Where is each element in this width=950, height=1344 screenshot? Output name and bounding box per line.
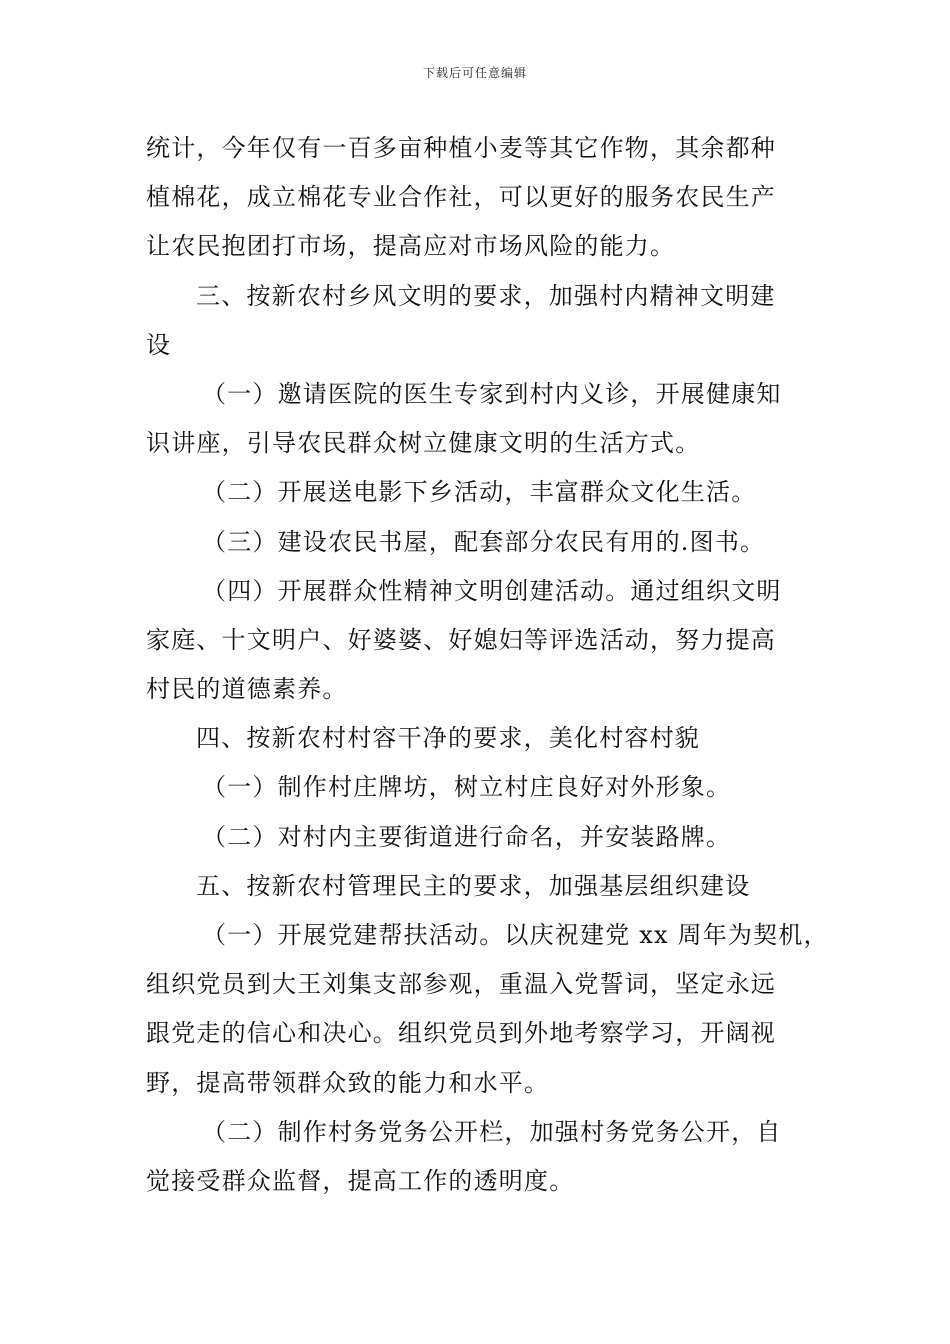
paragraph-line: 野，提高带领群众致的能力和水平。 [146,1068,550,1097]
section-heading-5: 五、按新农村管理民主的要求，加强基层组织建设 [196,871,751,900]
document-body [146,124,836,1206]
paragraph-line: 村民的道德素养。 [146,675,348,704]
paragraph-line: （一）开展党建帮扶活动。以庆祝建党 xx 周年为契机， [202,921,829,949]
paragraph-line: 让农民抱团打市场，提高应对市场风险的能力。 [146,232,676,261]
page-header: 下载后可任意编辑 [422,66,527,80]
paragraph-line: （四）开展群众性精神文明创建活动。通过组织文明 [202,576,782,605]
paragraph-line: 组织党员到大王刘集支部参观，重温入党誓词，坚定永远 [146,970,776,999]
paragraph-line: 植棉花，成立棉花专业合作社，可以更好的服务农民生产 [146,183,776,212]
paragraph-line: 统计，今年仅有一百多亩种植小麦等其它作物，其余都种 [146,134,776,162]
section-heading-3: 三、按新农村乡风文明的要求，加强村内精神文明建 [196,281,776,310]
paragraph-line: （一）制作村庄牌坊，树立村庄良好对外形象。 [202,773,732,802]
paragraph-line: （一）邀请医院的医生专家到村内义诊，开展健康知 [202,379,782,408]
paragraph-line: （三）建设农民书屋，配套部分农民有用的.图书。 [202,527,766,556]
paragraph-line: （二）制作村务党务公开栏，加强村务党务公开，自 [202,1117,782,1146]
section-heading-3-cont: 设 [146,330,172,359]
section-heading-4: 四、按新农村村容干净的要求，美化村容村貌 [196,724,700,753]
paragraph-line: 跟党走的信心和决心。组织党员到外地考察学习，开阔视 [146,1019,776,1048]
paragraph-line: （二）开展送电影下乡活动，丰富群众文化生活。 [202,478,757,507]
paragraph-line: 觉接受群众监督，提高工作的透明度。 [146,1166,575,1195]
paragraph-line: （二）对村内主要街道进行命名，并安装路牌。 [202,822,732,851]
paragraph-line: 家庭、十文明户、好婆婆、好媳妇等评选活动，努力提高 [146,625,776,654]
paragraph-line: 识讲座，引导农民群众树立健康文明的生活方式。 [146,429,701,458]
